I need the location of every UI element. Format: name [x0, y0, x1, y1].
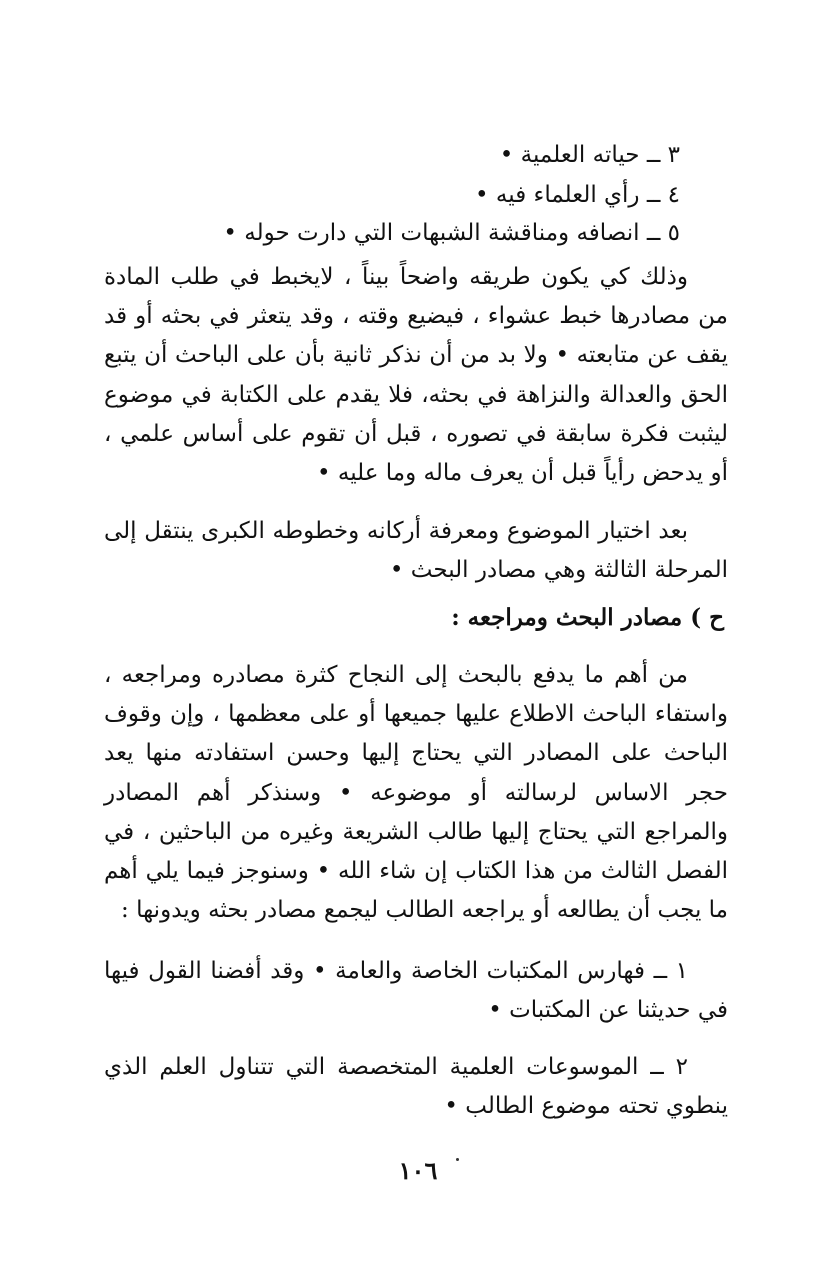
paragraph-text: ٢ ــ الموسوعات العلمية المتخصصة التي تتناول العلم الذي ينطوي تحته موضوع الطالب • [104, 1054, 728, 1120]
paragraph-item-2 [104, 1048, 728, 1126]
list-item: ٥ ــ انصافه ومناقشة الشبهات التي دارت حوله • [223, 220, 680, 246]
list-item: ٤ ــ رأي العلماء فيه • [475, 182, 680, 208]
page-number: ١٠٦ [398, 1156, 438, 1185]
paragraph-text: من أهم ما يدفع بالبحث إلى النجاح كثرة مصادره ومراجعه ، واستفاء الباحث الاطلاع عليها جميعها أو على معظمها ، وإن وقوف الباحث على المصادر التي يحتاج إليها وحسن استفادته منها يعد حجر الاساس لرسالته أو موضوعه • وسنذكر أهم المصادر والمراجع التي يحتاج إليها طالب الشريعة وغيره من الباحثين ، في الفصل الثالث من هذا الكتاب إن شاء الله • وسنوجز فيما يلي أهم ما يجب أن يطالعه أو يراجعه الطالب ليجمع مصادر بحثه ويدونها : [104, 662, 728, 924]
paragraph-text: بعد اختيار الموضوع ومعرفة أركانه وخطوطه الكبرى ينتقل إلى المرحلة الثالثة وهي مصادر البحث • [104, 518, 728, 584]
paragraph-item-1 [104, 952, 728, 1030]
paragraph-transition [104, 512, 728, 590]
paragraph-text: ١ ــ فهارس المكتبات الخاصة والعامة • وقد أفضنا القول فيها في حديثنا عن المكتبات • [104, 958, 728, 1024]
paragraph-text: وذلك كي يكون طريقه واضحاً بيناً ، لايخبط في طلب المادة من مصادرها خبط عشواء ، فيضيع وقته ، وقد يتعثر في بحثه أو قد يقف عن متابعته • ولا بد من أن نذكر ثانية بأن على الباحث أن يتبع الحق والعدالة والنزاهة في بحثه، فلا يقدم على الكتابة في موضوع ليثبت فكرة سابقة في تصوره ، قبل أن تقوم على أساس علمي ، أو يدحض رأياً قبل أن يعرف ماله وما عليه • [104, 264, 729, 487]
section-heading: ح ) مصادر البحث ومراجعه : [451, 604, 724, 631]
paragraph-research-method [104, 258, 728, 493]
list-item: ٣ ــ حياته العلمية • [499, 142, 680, 168]
paragraph-sources [104, 656, 728, 930]
